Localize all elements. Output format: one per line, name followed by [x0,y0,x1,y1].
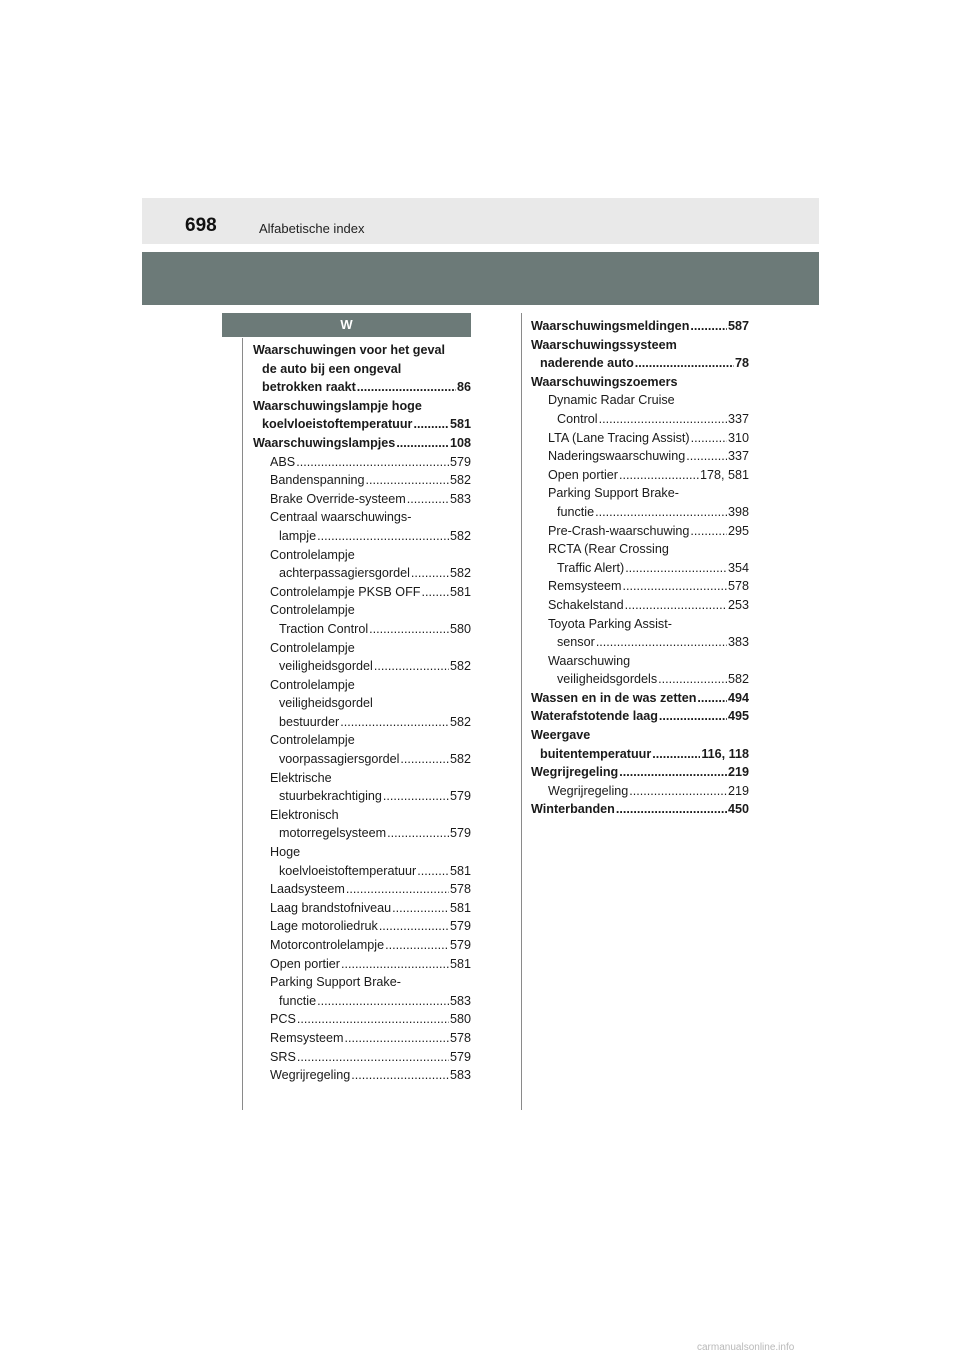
index-entry [253,917,471,936]
index-entry-text: Waarschuwingslampjes [253,435,396,450]
page-reference: 383 [727,635,749,650]
index-entry [531,373,749,392]
leader-dots [407,490,449,509]
leader-dots [596,633,727,652]
page-reference: 253 [727,597,749,612]
leader-dots [297,1010,449,1029]
page-reference: 178, 581 [699,467,749,482]
index-entry-text: veiligheidsgordel [279,659,373,674]
index-entry-text: Parking Support Brake- [548,486,679,501]
index-entry-text: Naderingswaarschuwing [548,449,686,464]
index-entry-text: Controlelampje [270,547,355,562]
index-entry-text: Waterafstotende laag [531,709,658,724]
index-entry [531,447,749,466]
index-entry [253,676,471,732]
index-entry-text: Waarschuwingssysteem [531,337,677,352]
index-entry-text: Controlelampje PKSB OFF [270,584,421,599]
index-entry-text: Wassen en in de was zetten [531,690,697,705]
index-entry-text: Elektrische [270,770,332,785]
index-entry-text: Waarschuwingen voor het geval [253,343,445,357]
index-entry-text: Remsysteem [270,1030,344,1045]
leader-dots [396,434,449,453]
index-entry [253,936,471,955]
leader-dots [622,577,727,596]
index-entry-text: Brake Override-systeem [270,491,406,506]
index-entry [531,317,749,336]
index-entry-text: Controlelampje [270,603,355,618]
index-entry [531,522,749,541]
page-reference: 579 [449,454,471,469]
leader-dots [385,936,449,955]
index-entry-text: achterpassagiersgordel [279,566,410,581]
page-reference: 450 [727,802,749,817]
leader-dots [344,1029,449,1048]
index-entry [253,806,471,843]
index-entry [531,689,749,708]
leader-dots [346,880,449,899]
index-entry-text: functie [279,993,317,1008]
page-reference: 494 [727,690,749,705]
leader-dots [625,596,727,615]
page-reference: 587 [727,319,749,333]
leader-dots [686,447,727,466]
page-reference: 295 [727,523,749,538]
page-reference: 495 [727,709,749,724]
page-reference: 582 [727,672,749,687]
index-entry [253,341,471,397]
leader-dots [383,787,449,806]
index-entry-text: buitentemperatuur [540,746,652,761]
index-entry-text: de auto bij een ongeval [262,361,402,376]
page-reference: 582 [449,566,471,581]
page-reference: 219 [727,783,749,798]
leader-dots [387,824,449,843]
index-entry [253,731,471,768]
leader-dots [341,955,449,974]
index-entry-text: stuurbekrachtiging [279,789,382,804]
index-entry [253,397,471,434]
index-entry-text: voorpassagiersgordel [279,752,400,767]
leader-dots [411,564,449,583]
page-reference: 78 [734,356,749,371]
index-entry-text: Pre-Crash-waarschuwing [548,523,690,538]
leader-dots [392,899,449,918]
index-entry [531,782,749,801]
index-entry-text: Hoge [270,845,301,860]
page-reference: 582 [449,659,471,674]
leader-dots [413,415,449,434]
watermark: carmanualsonline.info [697,1342,795,1353]
index-entry-text: betrokken raakt [262,380,356,395]
leader-dots [297,1048,449,1067]
index-entry-text: Wegrijregeling [270,1068,351,1083]
page-reference: 579 [449,1049,471,1064]
page-reference: 580 [449,621,471,636]
leader-dots [296,453,449,472]
index-entry-text: Traction Control [279,621,369,636]
column-divider-left [242,338,243,1110]
index-entry-text: sensor [557,635,595,650]
index-entry-text: Traffic Alert) [557,560,625,575]
page-reference: 582 [449,528,471,543]
leader-dots [374,657,449,676]
leader-dots [379,917,449,936]
index-entry-text: Winterbanden [531,802,615,817]
index-entry-text: Waarschuwingsmeldingen [531,319,690,333]
index-entry-text: Schakelstand [548,597,624,612]
index-entry-text: naderende auto [540,356,634,371]
leader-dots [619,466,699,485]
index-entry [253,973,471,1010]
index-entry [253,899,471,918]
leader-dots [691,429,727,448]
page-reference: 581 [449,584,471,599]
index-entry-text: bestuurder [279,714,340,729]
leader-dots [421,583,449,602]
index-entry [253,490,471,509]
index-entry-text: functie [557,504,595,519]
index-entry-text: Waarschuwingslampje hoge [253,398,422,413]
index-entry-text: veiligheidsgordel [279,696,373,711]
index-entry-text: Parking Support Brake- [270,975,401,990]
index-entry-text: Wegrijregeling [548,783,629,798]
index-entry [531,577,749,596]
index-entry-text: Open portier [270,956,341,971]
page-reference: 86 [456,380,471,395]
index-entry [253,434,471,453]
index-entry [531,652,749,689]
leader-dots [659,707,727,726]
index-entry-text: SRS [270,1049,296,1064]
leader-dots [595,503,727,522]
leader-dots [616,800,727,819]
leader-dots [366,471,449,490]
index-entry [253,769,471,806]
page-reference: 337 [727,411,749,426]
index-entry-text: Dynamic Radar Cruise [548,393,675,408]
index-entry-text: Wegrijregeling [531,765,619,780]
page-reference: 219 [727,765,749,780]
page-reference: 583 [449,1068,471,1083]
index-entry-text: Laadsysteem [270,882,345,897]
leader-dots [690,522,727,541]
leader-dots [340,713,449,732]
index-entry-text: Lage motoroliedruk [270,919,378,934]
header-band [142,198,819,244]
index-entry-text: koelvloeistoftemperatuur [262,417,413,432]
index-letter-heading: W [222,313,471,337]
index-entry-text: Centraal waarschuwings- [270,510,412,525]
page-reference: 580 [449,1012,471,1027]
page-reference: 581 [449,900,471,915]
page-reference: 579 [449,789,471,804]
page-reference: 354 [727,560,749,575]
index-entry [531,336,749,373]
index-entry [253,1048,471,1067]
index-entry [531,707,749,726]
index-entry [253,471,471,490]
page-reference: 583 [449,993,471,1008]
leader-dots [317,992,449,1011]
leader-dots [400,750,449,769]
index-entry-text: ABS [270,454,296,469]
index-entry-text: Controlelampje [270,640,355,655]
section-title: Alfabetische index [259,221,365,236]
page-reference: 581 [449,417,471,432]
header-dark-band [142,252,819,305]
index-entry [253,453,471,472]
column-divider-middle [521,313,522,1110]
leader-dots [629,782,727,801]
page-number: 698 [185,215,217,236]
index-entry [253,1010,471,1029]
page-reference: 398 [727,504,749,519]
page-reference: 581 [449,956,471,971]
index-entry-text: Control [557,411,598,426]
page-reference: 582 [449,473,471,488]
leader-dots [652,745,700,764]
index-entry-text: Waarschuwingszoemers [531,374,678,389]
page-reference: 583 [449,491,471,506]
index-entry-text: Bandenspanning [270,473,365,488]
index-entry-text: Open portier [548,467,619,482]
index-entry [531,391,749,428]
leader-dots [351,1066,449,1085]
page-reference: 310 [727,430,749,445]
page-reference: 578 [449,882,471,897]
index-entry [253,546,471,583]
index-entry-text: lampje [279,528,317,543]
leader-dots [697,689,727,708]
index-entry-text: Weergave [531,728,591,743]
page-reference: 578 [727,579,749,594]
index-entry-text: Motorcontrolelampje [270,938,385,952]
index-entry-text: Controlelampje [270,733,355,748]
page-reference: 579 [449,938,471,952]
index-entry [253,955,471,974]
page-reference: 581 [449,863,471,878]
index-entry [253,1029,471,1048]
index-entry [253,583,471,602]
leader-dots [635,354,734,373]
index-entry [531,429,749,448]
index-entry-text: RCTA (Rear Crossing [548,542,669,557]
index-entry [253,601,471,638]
page-reference: 579 [449,826,471,841]
index-entry-text: Controlelampje [270,677,355,692]
index-entry-text: koelvloeistoftemperatuur [279,863,417,878]
page-reference: 108 [449,435,471,450]
leader-dots [599,410,727,429]
index-entry [253,1066,471,1085]
index-entry-text: Toyota Parking Assist- [548,616,672,631]
index-entry [531,466,749,485]
index-entry-text: PCS [270,1012,296,1027]
leader-dots [619,763,727,782]
index-column-left [253,341,471,1085]
index-entry [253,639,471,676]
index-entry-text: Elektronisch [270,807,339,822]
page-reference: 578 [449,1030,471,1045]
index-entry [531,615,749,652]
index-column-right [531,317,749,819]
page-reference: 582 [449,714,471,729]
index-entry-text: Laag brandstofniveau [270,900,392,915]
index-entry [531,763,749,782]
index-entry-text: veiligheidsgordels [557,672,658,687]
index-entry [253,880,471,899]
leader-dots [317,527,449,546]
index-entry [531,800,749,819]
leader-dots [357,378,456,397]
index-entry-text: LTA (Lane Tracing Assist) [548,430,690,445]
index-entry [531,726,749,763]
index-entry-text: Waarschuwing [548,653,631,668]
page-reference: 116, 118 [701,746,749,761]
leader-dots [625,559,727,578]
leader-dots [690,317,727,336]
index-entry [253,843,471,880]
index-entry-text: Remsysteem [548,579,622,594]
index-entry [531,484,749,521]
leader-dots [417,862,449,881]
leader-dots [369,620,449,639]
index-entry [531,540,749,577]
page-reference: 579 [449,919,471,934]
index-entry [253,508,471,545]
leader-dots [658,670,727,689]
page-reference: 582 [449,752,471,767]
page-reference: 337 [727,449,749,464]
index-entry [531,596,749,615]
index-entry-text: motorregelsysteem [279,826,387,841]
